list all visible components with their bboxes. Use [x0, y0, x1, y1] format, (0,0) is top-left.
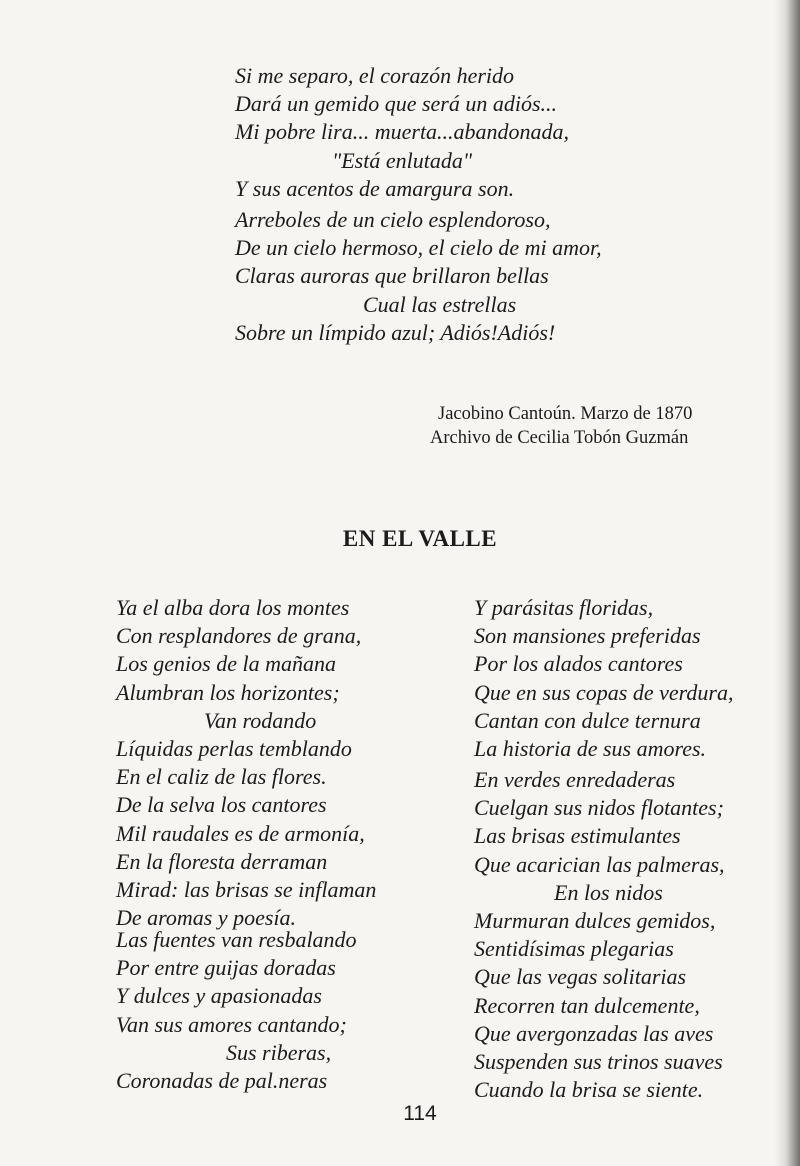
poem-line: En los nidos	[554, 879, 663, 905]
poem-line: Los genios de la mañana	[116, 651, 336, 677]
poem-line: Cantan con dulce ternura	[474, 707, 701, 733]
poem-line: Líquidas perlas temblando	[116, 736, 352, 762]
top-poem-stanza-1	[235, 62, 569, 203]
poem-line: Van rodando	[204, 707, 317, 733]
poem-line: Y dulces y apasionadas	[116, 983, 322, 1009]
poem-line: Van sus amores cantando;	[116, 1011, 347, 1037]
valle-left-stanza-1	[116, 594, 376, 932]
poem-line: Sentidísimas plegarias	[474, 936, 674, 962]
poem-line: En el caliz de las flores.	[116, 764, 327, 790]
poem-line: Arreboles de un cielo esplendoroso,	[235, 207, 551, 232]
attribution-author-date: Jacobino Cantoún. Marzo de 1870	[438, 404, 693, 424]
poem-line: Mil raudales es de armonía,	[116, 820, 365, 846]
poem-line: Mirad: las brisas se inflaman	[116, 877, 377, 903]
poem-line: Que en sus copas de verdura,	[474, 679, 734, 705]
attribution-archive: Archivo de Cecilia Tobón Guzmán	[430, 428, 689, 448]
poem-line: Y sus acentos de amargura son.	[235, 175, 515, 201]
attribution	[430, 402, 692, 450]
poem-line: Sobre un límpido azul; Adiós!Adiós!	[235, 319, 556, 345]
poem-line: En verdes enredaderas	[474, 767, 676, 792]
poem-line: De un cielo hermoso, el cielo de mi amor,	[235, 235, 602, 261]
poem-line: Dará un gemido que será un adiós...	[235, 91, 558, 117]
poem-line: Suspenden sus trinos suaves	[474, 1049, 723, 1075]
poem-line: En la floresta derraman	[116, 848, 328, 874]
page-edge-shadow	[774, 0, 800, 1166]
poem-line: Las fuentes van resbalando	[116, 927, 357, 952]
poem-line: Con resplandores de grana,	[116, 623, 362, 649]
poem-line: De la selva los cantores	[116, 792, 327, 818]
top-poem-stanza-2	[235, 206, 602, 347]
poem-line: Son mansiones preferidas	[474, 623, 701, 649]
poem-line: Que avergonzadas las aves	[474, 1020, 714, 1046]
poem-line: Mi pobre lira... muerta...abandonada,	[235, 119, 570, 145]
poem-line: Claras auroras que brillaron bellas	[235, 263, 549, 289]
poem-line: La historia de sus amores.	[474, 736, 707, 762]
poem-line: Que acarician las palmeras,	[474, 851, 725, 877]
poem-line: Recorren tan dulcemente,	[474, 992, 700, 1018]
poem-line: Por los alados cantores	[474, 651, 683, 677]
poem-line: Que las vegas solitarias	[474, 964, 687, 990]
poem-line: "Está enlutada"	[332, 147, 473, 173]
poem-line: Ya el alba dora los montes	[116, 595, 350, 620]
poem-line: Por entre guijas doradas	[116, 955, 336, 981]
poem-line: Las brisas estimulantes	[474, 823, 681, 849]
valle-right-stanza-2	[474, 766, 725, 1104]
page-number: 114	[403, 1102, 437, 1125]
poem-line: Cuando la brisa se siente.	[474, 1077, 704, 1103]
poem-line: Y parásitas floridas,	[474, 595, 654, 620]
poem-line: Murmuran dulces gemidos,	[474, 908, 716, 934]
poem-line: Cuelgan sus nidos flotantes;	[474, 795, 724, 821]
poem-line: Si me separo, el corazón herido	[235, 63, 515, 88]
poem-line: Alumbran los horizontes;	[116, 679, 340, 705]
poem-line: Cual las estrellas	[363, 291, 517, 317]
section-title: EN EL VALLE	[342, 526, 498, 551]
poem-line: Sus riberas,	[226, 1039, 332, 1065]
poem-line: De aromas y poesía.	[116, 905, 297, 931]
valle-left-stanza-2	[116, 926, 357, 1095]
valle-right-stanza-1	[474, 594, 733, 763]
poem-line: Coronadas de pal.neras	[116, 1068, 328, 1094]
